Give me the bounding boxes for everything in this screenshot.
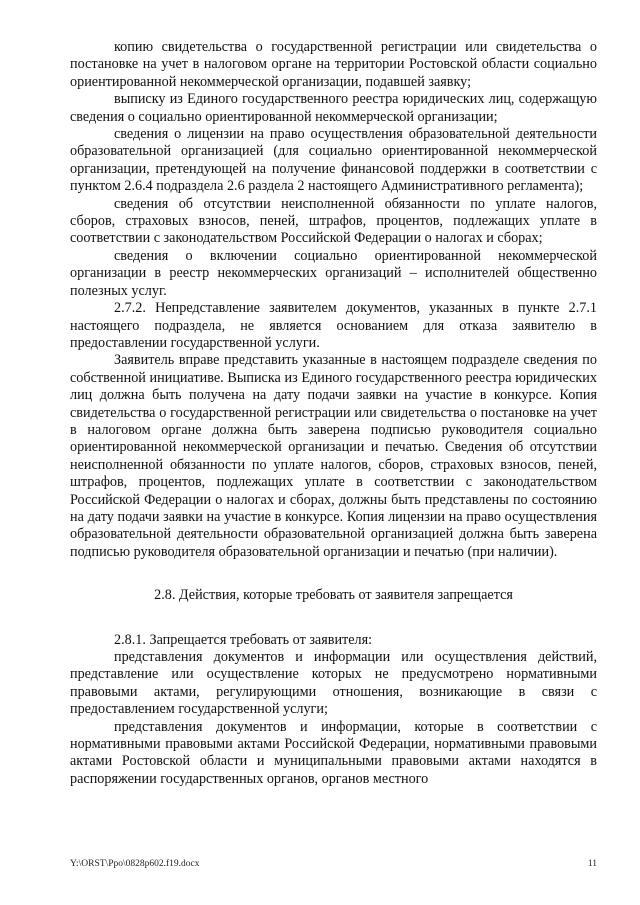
paragraph-tax-debt-info: сведения об отсутствии неисполненной обязанности по уплате налогов, сборов, страховых взносов, пеней, штрафов, процентов, подлежащих уплате в соответствии с законодательством Российской Федерации о налогах и сборах; bbox=[70, 195, 597, 247]
page-number: 11 bbox=[587, 859, 597, 869]
paragraph-license-info: сведения о лицензии на право осуществления образовательной деятельности образовательной организацией (для социально ориентированной некоммерческой организации, претендующей на получение финансовой поддержки в соответствии с пунктом 2.6.4 подраздела 2.6 раздела 2 настоящего Административного регламента); bbox=[70, 126, 597, 195]
section-heading-2-8: 2.8. Действия, которые требовать от заявителя запрещается bbox=[154, 587, 513, 604]
paragraph-registry-extract: выписку из Единого государственного реестра юридических лиц, содержащую сведения о социально ориентированной некоммерческой организации; bbox=[70, 91, 597, 125]
paragraph-prohibited-documents: представления документов и информации или осуществления действий, представление или осуществление которых не предусмотрено нормативными правовыми актами, регулирующими отношения, возникающие в связи с предоставлением государственной услуги; bbox=[70, 649, 597, 718]
page-footer bbox=[70, 858, 597, 872]
paragraph-own-initiative: Заявитель вправе представить указанные в настоящем подразделе сведения по собственной инициативе. Выписка из Единого государственного реестра юридических лиц должна быть получена на дату подачи заявки на участие в конкурсе. Копия свидетельства о государственной регистрации или свидетельства о постановке на учет в налоговом органе должна быть заверена подписью руководителя социально ориентированной некоммерческой организации и печатью. Сведения об отсутствии неисполненной обязанности по уплате налогов, сборов, страховых взносов, пеней, штрафов, процентов, подлежащих уплате в соответствии с законодательством Российской Федерации о налогах и сборах, должны быть представлены по состоянию на дату подачи заявки на участие в конкурсе. Копия лицензии на право осуществления образовательной деятельности образовательной организацией должна быть заверена подписью руководителя образовательной организации и печатью (при наличии). bbox=[70, 352, 597, 560]
document-body bbox=[70, 39, 597, 788]
paragraph-certificate-copy: копию свидетельства о государственной регистрации или свидетельства о постановке на учет в налоговом органе на территории Ростовской области социально ориентированной некоммерческой организации, подавшей заявку; bbox=[70, 39, 597, 90]
paragraph-2-8-1: 2.8.1. Запрещается требовать от заявителя: bbox=[114, 631, 373, 648]
paragraph-2-7-2: 2.7.2. Непредставление заявителем документов, указанных в пункте 2.7.1 настоящего подраздела, не является основанием для отказа заявителю в предоставлении государственной услуги. bbox=[70, 300, 597, 351]
paragraph-documents-held-by-authorities: представления документов и информации, которые в соответствии с нормативными правовыми актами Российской Федерации, нормативными правовыми актами Ростовской области и муниципальными правовыми актами находятся в распоряжении государственных органов, органов местного bbox=[70, 718, 597, 787]
footer-file-path: Y:\ORST\Ppo\0828p602.f19.docx bbox=[70, 859, 200, 869]
paragraph-registry-inclusion: сведения о включении социально ориентированной некоммерческой организации в реестр некоммерческих организаций – исполнителей общественно полезных услуг. bbox=[70, 247, 597, 299]
